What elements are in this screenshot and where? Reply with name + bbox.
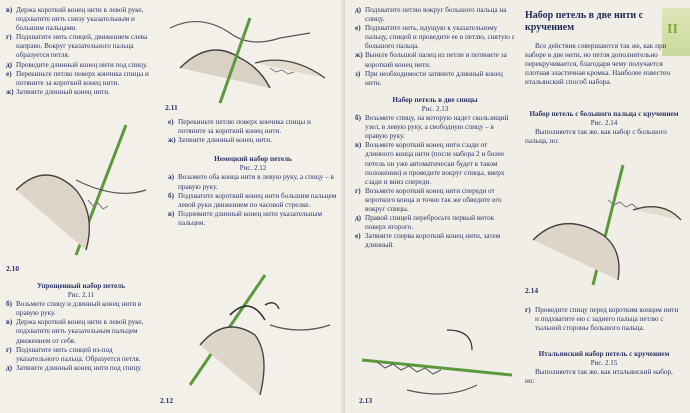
item-marker: в) — [168, 209, 175, 218]
item-text: Подхватите нить спицей из-под указательного пальца. Образуется петля. — [16, 345, 141, 363]
item-text: Поднимите длинный конец нити указательным пальцем. — [178, 209, 323, 227]
illustration-2-11 — [160, 8, 340, 108]
instruction-item — [6, 6, 156, 33]
thumb-text: Выполняется так же, как набор с большого пальца, но: — [525, 128, 667, 146]
instruction-item — [6, 300, 156, 318]
section-number: II — [667, 22, 678, 37]
thumb-fig: Рис. 2.14 — [590, 119, 618, 128]
italian-text: Выполняется так же, как итальянский набор, но: — [525, 368, 673, 386]
illustration-2-13 — [357, 320, 517, 405]
two-needles-fig: Рис. 2.13 — [421, 104, 449, 113]
illustration-2-10 — [6, 120, 156, 260]
item-marker: е) — [355, 24, 361, 33]
section-intro: Все действия совершаются так же, как при наборе в две нити, но петля дополнительно перекручивается, благодаря чему получается плотная эластичная кромка. Наиболее известен итальянский способ набора. — [525, 42, 671, 87]
item-text: Проведите длинный конец нити под спицу. — [16, 60, 148, 69]
item-marker: е) — [355, 232, 361, 241]
item-text: Правой спицей перебросьте первый виток поверх второго. — [365, 214, 495, 232]
instruction-item — [6, 364, 156, 373]
item-marker: е) — [6, 69, 12, 78]
left-col2 — [168, 118, 338, 228]
item-marker: в) — [6, 6, 13, 14]
illustration-2-12 — [170, 265, 340, 405]
italian-fig: Рис. 2.15 — [590, 359, 618, 368]
figure-label-2-11: 2.11 — [165, 103, 178, 112]
right-page — [345, 0, 690, 413]
instruction-item — [355, 214, 515, 232]
step-g-marker: г) — [525, 306, 531, 314]
item-marker: а) — [168, 173, 174, 182]
item-text: Держа короткий конец нити в левой руке, подхватите нить указательным пальцем движением от себя. — [16, 318, 144, 345]
german-fig: Рис. 2.12 — [239, 164, 267, 173]
instruction-item — [168, 210, 338, 228]
section-title: Набор петель в две нити с кручением — [525, 10, 644, 33]
figure-label-2-13: 2.13 — [359, 396, 373, 405]
step-g-text: Проведите спицу перед коротким концом нити и подхватите ею с заднего пальца петлю с тыльной стороны большого пальца. — [535, 306, 679, 333]
item-marker: д) — [6, 363, 13, 372]
instruction-item — [6, 88, 156, 97]
item-marker: ж) — [6, 87, 14, 96]
item-text: Держа короткий конец нити в левой руке, подхватите нить снизу указательным и большим пальцами. — [16, 6, 144, 33]
instruction-item — [355, 114, 515, 141]
item-marker: в) — [6, 318, 13, 327]
instruction-item — [168, 118, 338, 136]
instruction-item — [355, 24, 515, 51]
instruction-item — [6, 61, 156, 70]
simplified-section — [6, 282, 156, 373]
left-instructions-top — [6, 6, 156, 97]
german-heading: Немецкий набор петель — [214, 155, 292, 164]
instruction-item — [355, 187, 515, 214]
item-marker: б) — [355, 114, 361, 123]
simplified-fig: Рис. 2.11 — [67, 291, 95, 300]
item-marker: д) — [6, 60, 13, 69]
item-marker: б) — [168, 191, 174, 200]
step-g — [525, 306, 683, 333]
instruction-item — [6, 346, 156, 364]
thumb-heading: Набор петель с большого пальца с кручением — [529, 110, 679, 118]
item-text: Возьмите оба конца нити в левую руку, а спицу – в правую руку. — [178, 173, 334, 191]
instruction-item — [6, 33, 156, 60]
item-text: Подхватите короткий конец нити большим пальцем левой руки движением по часовой стрелке. — [178, 191, 337, 209]
figure-label-2-14: 2.14 — [525, 286, 539, 295]
item-text: Возьмите спицу, на которую надет скользящий узел, в левую руку, а свободную спицу – в правую руку. — [365, 114, 509, 141]
item-text: Затяните длинный конец нити. — [178, 136, 272, 145]
item-text: Подхватите петлю вокруг большого пальца на спицу. — [365, 6, 507, 24]
item-marker: е) — [168, 118, 174, 126]
instruction-item — [168, 192, 338, 210]
item-marker: г) — [6, 345, 12, 354]
item-text: Возьмите спицу и длинный конец нити в правую руку. — [16, 300, 142, 318]
instruction-item — [355, 232, 515, 250]
instruction-item — [355, 6, 515, 24]
item-text: Возьмите короткий конец нити спереди от короткого конца и точно так же обведите его вокруг спицы. — [365, 186, 502, 213]
italian-heading: Итальянский набор петель с кручением — [538, 350, 670, 358]
item-text: Возьмите короткий конец нити сзади от длинного конца нити (после набора 2 и более петель он уже автоматически будет в таком положении) и проведите вокруг спицы, вверх сзади и вниз спереди. — [365, 141, 505, 186]
instruction-item — [6, 318, 156, 345]
instruction-item — [355, 141, 515, 186]
two-needles-heading: Набор петель в две спицы — [392, 95, 478, 104]
item-text: Затяните сперва короткий конец нити, затем длинный. — [365, 232, 501, 250]
italian-section — [525, 350, 683, 386]
item-text: Подхватите нить, идущую к указательному пальцу, спицей и проведите ее в петлю, снятую с большого пальца. — [365, 24, 515, 51]
item-text: Перекиньте петлю поверх кончика спицы и потяните за короткий конец нити. — [178, 118, 311, 136]
item-marker: з) — [355, 69, 361, 78]
instruction-item — [355, 51, 515, 69]
figure-label-2-12: 2.12 — [160, 396, 174, 405]
instruction-item — [168, 173, 338, 191]
illustration-2-14 — [523, 160, 685, 290]
item-text: Перекиньте петлю поверх кончика спицы и потяните за короткий конец нити. — [16, 69, 149, 87]
item-marker: д) — [355, 6, 362, 14]
item-text: При необходимости затяните длинный конец нити. — [365, 69, 503, 87]
item-text: Затяните длинный конец нити под спицу. — [16, 363, 142, 372]
figure-label-2-10: 2.10 — [6, 264, 20, 273]
instruction-item — [355, 70, 515, 88]
thumb-section — [525, 110, 683, 146]
item-text: Затяните длинный конец нити. — [16, 87, 110, 96]
instruction-item — [6, 70, 156, 88]
item-marker: д) — [355, 214, 362, 223]
item-marker: в) — [355, 141, 362, 150]
simplified-heading: Упрощенный набор петель — [36, 282, 125, 290]
item-marker: б) — [6, 300, 12, 309]
instruction-item — [168, 136, 338, 145]
item-text: Выньте большой палец из петли и потяните за короткий конец нити. — [365, 51, 507, 69]
item-marker: ж) — [168, 136, 176, 145]
item-marker: г) — [355, 186, 361, 195]
item-marker: г) — [6, 33, 12, 42]
item-text: Подхватите нить спицей, движением слева направо. Вокруг указательного пальца образуется петля. — [16, 33, 148, 60]
right-col1 — [355, 6, 515, 250]
item-marker: ж) — [355, 51, 363, 60]
